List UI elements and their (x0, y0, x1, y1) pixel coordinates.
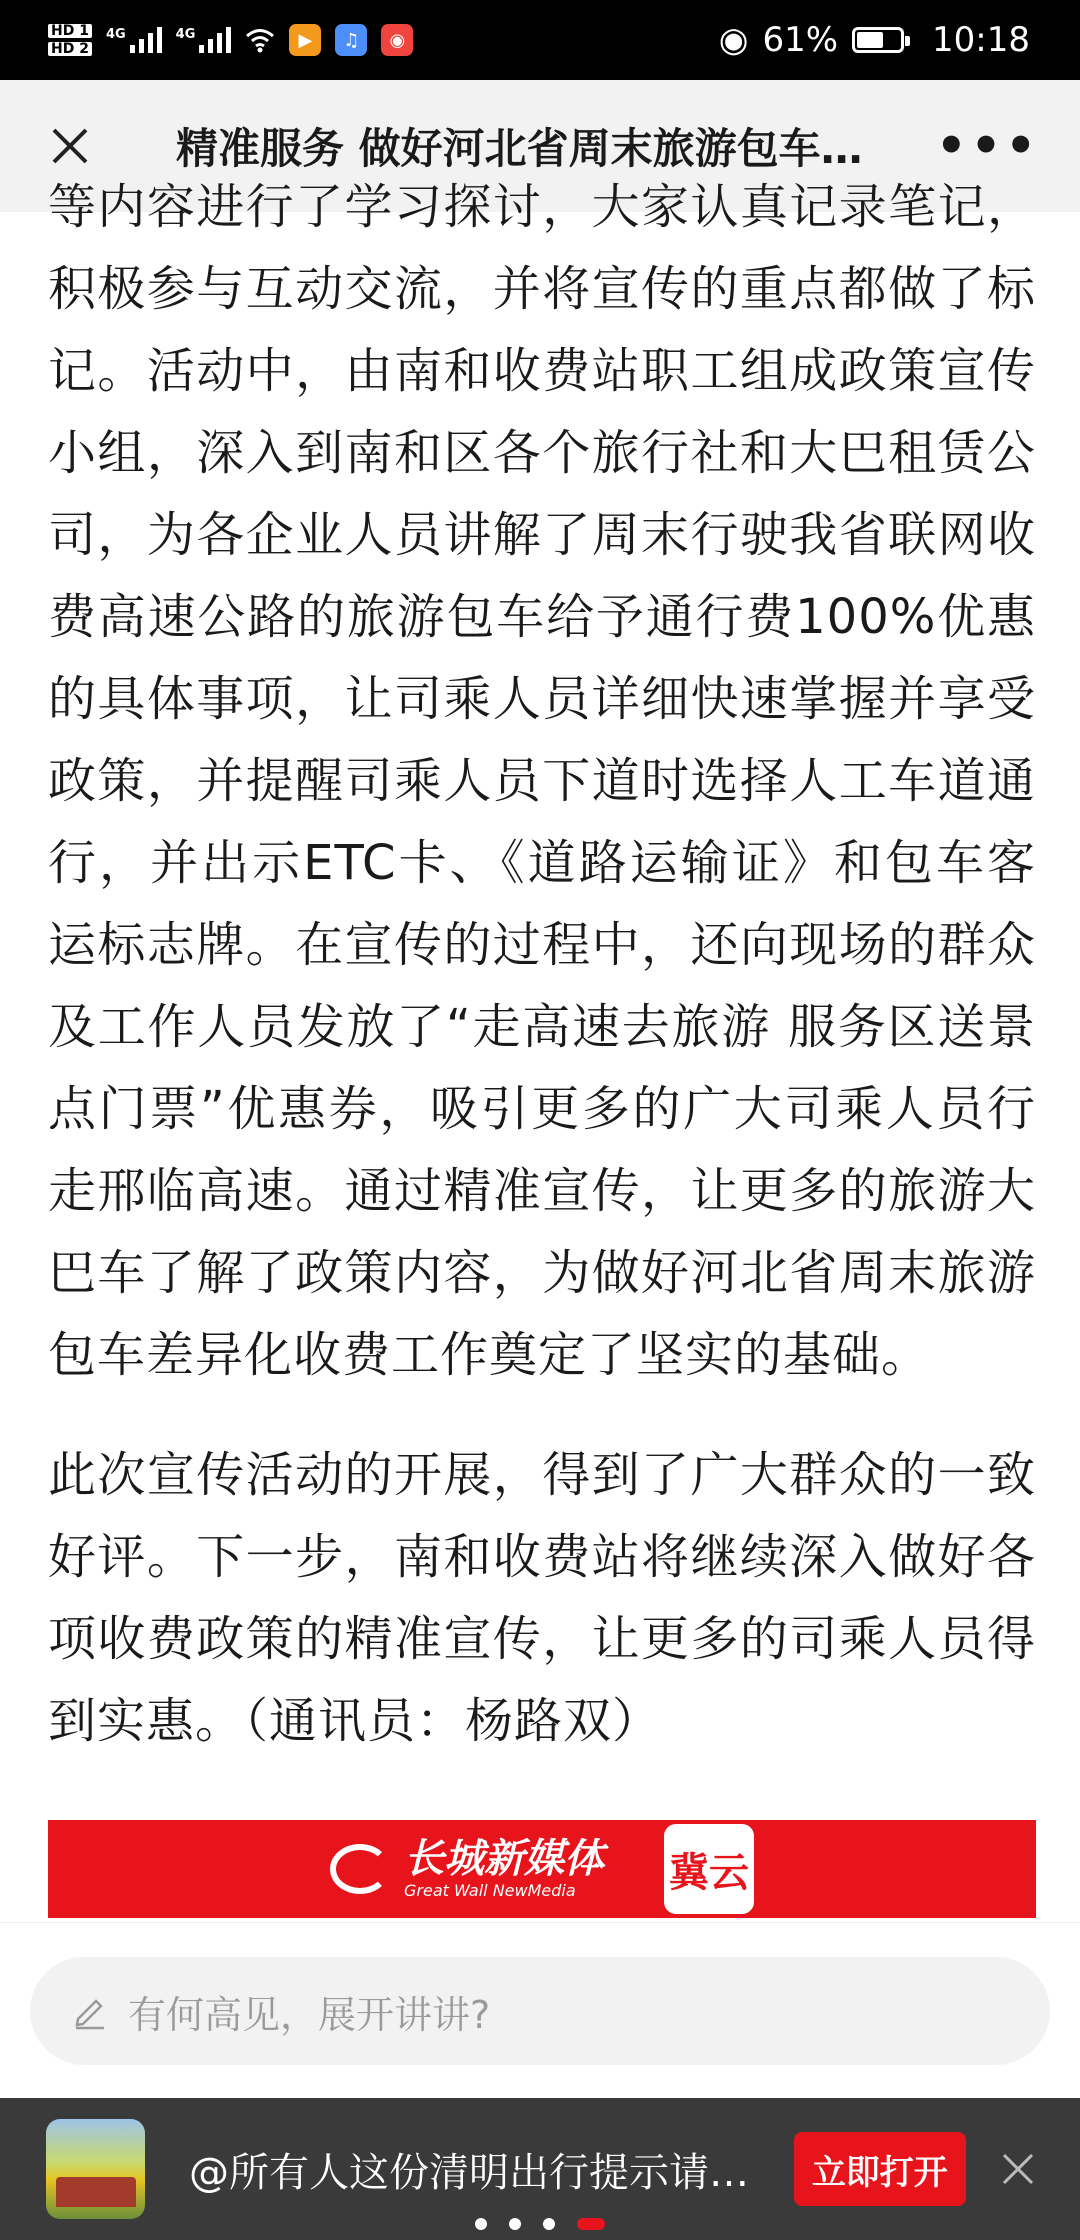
hd1-label: HD 1 (48, 24, 92, 38)
comment-area (0, 1922, 1080, 2099)
status-left (48, 24, 413, 56)
page-title: 精准服务 做好河北省周末旅游包车… (176, 124, 863, 173)
promo-thumbnail (46, 2119, 145, 2219)
article-paragraph: 等内容进行了学习探讨，大家认真记录笔记，积极参与互动交流，并将宣传的重点都做了标记。活动中，由南和收费站职工组成政策宣传小组，深入到南和区各个旅行社和大巴租赁公司，为各企业人员讲解了周末行驶我省联网收费高速公路的旅游包车给予通行费100%优惠的具体事项，让司乘人员详细快速掌握并享受政策，并提醒司乘人员下道时选择人工车道通行，并出示ETC卡、《道路运输证》和包车客运标志牌。在宣传的过程中，还向现场的群众及工作人员发放了“走高速去旅游 服务区送景点门票”优惠券，吸引更多的广大司乘人员行走邢临高速。通过精准宣传，让更多的旅游大巴车了解了政策内容，为做好河北省周末旅游包车差异化收费工作奠定了坚实的基础。 (48, 179, 1036, 1383)
clock: 10:18 (932, 20, 1030, 60)
carousel-dot (543, 2218, 555, 2230)
kuaishou-app-icon: ◉ (381, 24, 413, 56)
carousel-dot (509, 2218, 521, 2230)
article-body (48, 179, 1036, 1922)
status-bar (0, 0, 1080, 80)
music-app-icon: ♫ (335, 24, 367, 56)
close-icon[interactable] (996, 2147, 1040, 2191)
signal-icon (106, 27, 162, 53)
hd2-label: HD 2 (48, 42, 92, 56)
open-app-button[interactable]: 立即打开 (794, 2132, 966, 2206)
banner-brand-en: Great Wall NewMedia (404, 1881, 576, 1900)
carousel-dot (577, 2218, 605, 2230)
network-label: 4G (105, 27, 126, 42)
wifi-icon (245, 27, 275, 53)
status-right (719, 20, 1030, 60)
signal-icon (176, 27, 232, 53)
comment-input[interactable] (30, 1957, 1050, 2065)
carousel-dots (0, 2218, 1080, 2230)
more-icon[interactable]: ••• (935, 118, 1040, 174)
network-label: 4G (175, 27, 196, 42)
swirl-icon (330, 1844, 390, 1894)
promo-bar[interactable] (0, 2098, 1080, 2240)
banner-logo (330, 1836, 604, 1900)
carousel-dot (475, 2218, 487, 2230)
battery-percent: 61% (762, 20, 839, 60)
banner-seal: 冀云 (664, 1824, 754, 1914)
comment-placeholder: 有何高见，展开讲讲? (128, 1992, 491, 2037)
video-app-icon: ▶ (289, 24, 321, 56)
banner-brand-name: 长城新媒体 (404, 1836, 604, 1882)
article-paragraph: 此次宣传活动的开展，得到了广大群众的一致好评。下一步，南和收费站将继续深入做好各项收费政策的精准宣传，让更多的司乘人员得到实惠。（通讯员：杨路双） (48, 1447, 1036, 1749)
edit-icon (70, 1991, 110, 2031)
eye-icon: ◉ (718, 20, 749, 60)
battery-icon (852, 27, 904, 53)
media-banner[interactable] (48, 1820, 1036, 1918)
hd-icon (48, 24, 92, 56)
promo-text: @所有人这份清明出行提示请… (189, 2149, 750, 2196)
